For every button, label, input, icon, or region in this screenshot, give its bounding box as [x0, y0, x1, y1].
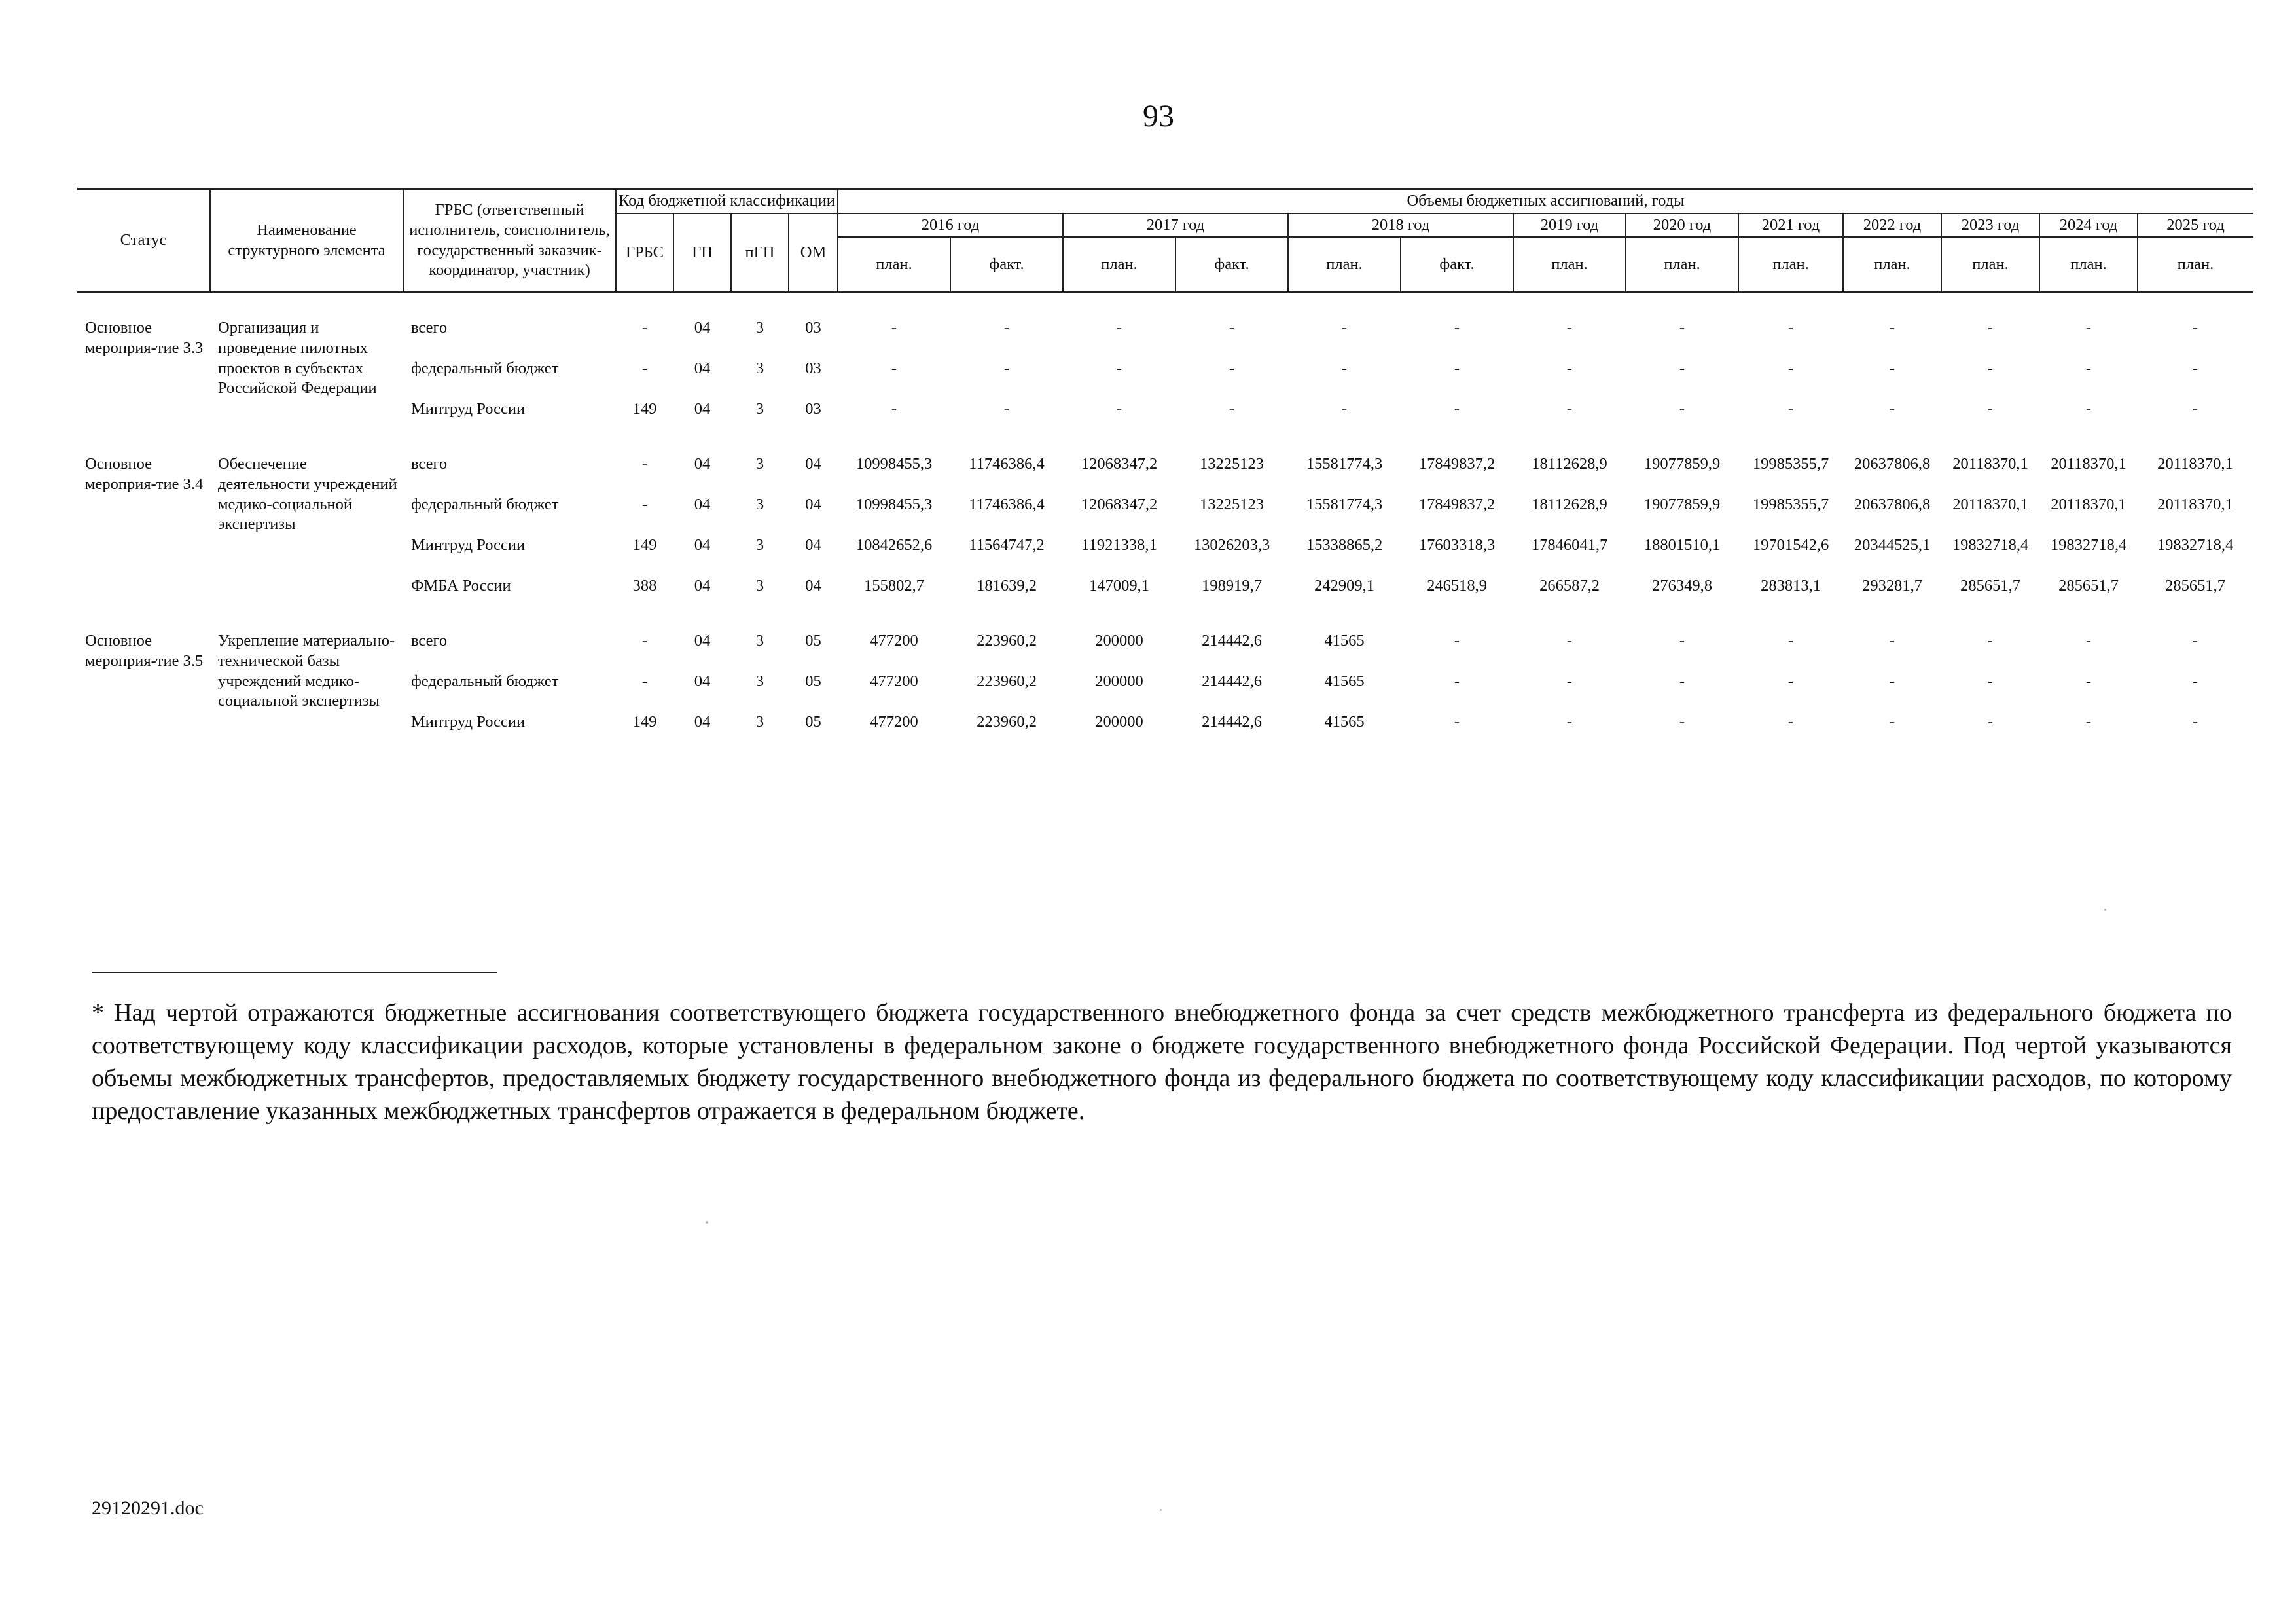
row-code: 04	[694, 577, 711, 595]
row-value: 10842652,6	[855, 536, 933, 555]
budget-table	[77, 188, 2253, 742]
table-row	[77, 661, 2253, 702]
row-value: 477200	[870, 713, 918, 731]
table-row	[77, 444, 2253, 484]
row-code: 03	[805, 319, 821, 337]
footnote-separator	[92, 972, 497, 973]
row-value: -	[1003, 319, 1010, 337]
row-value: 20637806,8	[1854, 496, 1931, 514]
row-value: 147009,1	[1089, 577, 1149, 595]
row-value: 223960,2	[977, 713, 1037, 731]
row-code: 149	[632, 713, 657, 731]
row-code: 04	[694, 455, 711, 473]
row-value: 477200	[870, 632, 918, 650]
row-value: 11746386,4	[969, 455, 1045, 473]
row-code: 05	[805, 632, 821, 650]
row-value: -	[1566, 632, 1573, 650]
header-sub-plan: план.	[2039, 237, 2138, 293]
header-year: 2021 год	[1738, 213, 1843, 238]
row-value: -	[1566, 359, 1573, 378]
row-code: 3	[755, 632, 764, 650]
header-code-pgp: пГП	[731, 213, 789, 293]
row-value: 20637806,8	[1854, 455, 1931, 473]
row-value: 477200	[870, 672, 918, 691]
row-value: 19832718,4	[2050, 536, 2127, 555]
row-value: -	[2085, 400, 2092, 418]
row-value: -	[1679, 359, 1685, 378]
row-code: -	[641, 359, 648, 378]
row-value: 214442,6	[1202, 632, 1262, 650]
row-value: 15338865,2	[1306, 536, 1383, 555]
row-code: -	[641, 672, 648, 691]
row-status: Основное мероприя-тие 3.3	[85, 319, 204, 357]
row-value: -	[1566, 319, 1573, 337]
row-value: -	[2085, 359, 2092, 378]
row-value: 12068347,2	[1081, 455, 1158, 473]
row-code: 03	[805, 400, 821, 418]
row-element-name: Укрепление материально-технической базы учреждений медико-социальной экспертизы	[218, 632, 395, 710]
table-row	[77, 702, 2253, 742]
row-value: -	[2085, 713, 2092, 731]
row-value: -	[1889, 359, 1895, 378]
row-value: 223960,2	[977, 632, 1037, 650]
row-value: 19832718,4	[2157, 536, 2234, 555]
row-grbs: Минтруд России	[411, 713, 526, 731]
row-value: -	[1454, 713, 1460, 731]
row-value: 19985355,7	[1752, 455, 1829, 473]
header-sub-fact: факт.	[1401, 237, 1513, 293]
row-value: 17603318,3	[1418, 536, 1496, 555]
row-code: 04	[694, 672, 711, 691]
row-value: 266587,2	[1539, 577, 1600, 595]
row-code: 04	[805, 536, 821, 555]
row-value: -	[1566, 672, 1573, 691]
row-value: -	[891, 319, 897, 337]
row-value: 41565	[1324, 713, 1365, 731]
row-value: 15581774,3	[1306, 496, 1383, 514]
header-sub-fact: факт.	[950, 237, 1063, 293]
row-value: -	[1454, 672, 1460, 691]
row-value: -	[1454, 632, 1460, 650]
row-value: -	[1889, 713, 1895, 731]
header-year: 2018 год	[1288, 213, 1513, 238]
row-grbs: Минтруд России	[411, 536, 526, 555]
row-value: 19701542,6	[1752, 536, 1829, 555]
row-value: 10998455,3	[855, 455, 933, 473]
row-value: -	[1229, 359, 1235, 378]
row-value: -	[1787, 713, 1794, 731]
row-value: 18112628,9	[1532, 455, 1607, 473]
row-value: 18112628,9	[1532, 496, 1607, 514]
row-code: 3	[755, 672, 764, 691]
row-code: 3	[755, 359, 764, 378]
header-year: 2020 год	[1626, 213, 1738, 238]
row-grbs: федеральный бюджет	[411, 359, 559, 378]
header-sub-plan: план.	[1843, 237, 1941, 293]
row-value: -	[1454, 359, 1460, 378]
row-value: 19832718,4	[1952, 536, 2029, 555]
row-value: 285651,7	[2058, 577, 2119, 595]
row-value: -	[1679, 713, 1685, 731]
row-value: -	[2192, 632, 2198, 650]
row-code: 3	[755, 496, 764, 514]
row-value: -	[1987, 632, 1994, 650]
row-code: 04	[694, 713, 711, 731]
table-row	[77, 308, 2253, 348]
header-year: 2024 год	[2039, 213, 2138, 238]
table-row	[77, 348, 2253, 389]
row-code: 3	[755, 319, 764, 337]
row-value: 200000	[1095, 632, 1143, 650]
row-value: -	[1454, 319, 1460, 337]
row-value: -	[1566, 713, 1573, 731]
table-row	[77, 621, 2253, 661]
row-value: 246518,9	[1427, 577, 1487, 595]
file-name: 29120291.doc	[92, 1497, 204, 1519]
scan-speck	[1160, 1509, 1162, 1511]
row-value: 214442,6	[1202, 713, 1262, 731]
row-value: 13225123	[1200, 496, 1264, 514]
row-value: -	[1679, 400, 1685, 418]
row-code: 05	[805, 672, 821, 691]
row-code: 04	[805, 455, 821, 473]
row-value: 214442,6	[1202, 672, 1262, 691]
row-value: 276349,8	[1652, 577, 1712, 595]
row-status: Основное мероприя-тие 3.4	[85, 455, 204, 493]
header-code-gp: ГП	[673, 213, 731, 293]
row-value: -	[2192, 359, 2198, 378]
row-value: -	[1341, 319, 1348, 337]
row-code: 04	[805, 496, 821, 514]
row-code: 04	[694, 319, 711, 337]
row-value: -	[1454, 400, 1460, 418]
row-value: 20118370,1	[2157, 455, 2233, 473]
row-code: 149	[632, 536, 657, 555]
row-code: 05	[805, 713, 821, 731]
page-number: 93	[1143, 99, 1174, 134]
row-code: 3	[755, 713, 764, 731]
header-grbs: ГРБС (ответственный исполнитель, соисполнитель, государственный заказчик-координатор, участник)	[403, 189, 616, 293]
scan-speck	[2104, 909, 2106, 911]
header-year: 2022 год	[1843, 213, 1941, 238]
row-code: -	[641, 455, 648, 473]
row-value: -	[2085, 672, 2092, 691]
row-value: 200000	[1095, 672, 1143, 691]
row-value: 155802,7	[864, 577, 924, 595]
row-value: -	[1987, 359, 1994, 378]
row-code: -	[641, 496, 648, 514]
row-value: -	[1889, 672, 1895, 691]
row-value: -	[1679, 319, 1685, 337]
row-code: 03	[805, 359, 821, 378]
row-value: 285651,7	[1960, 577, 2020, 595]
header-sub-plan: план.	[2138, 237, 2253, 293]
row-code: 04	[694, 632, 711, 650]
row-value: -	[1987, 713, 1994, 731]
header-volumes: Объемы бюджетных ассигнований, годы	[838, 189, 2253, 213]
header-sub-plan: план.	[1288, 237, 1401, 293]
table-row	[77, 389, 2253, 429]
row-value: 20118370,1	[2157, 496, 2233, 514]
row-value: 19985355,7	[1752, 496, 1829, 514]
row-code: 04	[694, 496, 711, 514]
row-code: 3	[755, 577, 764, 595]
row-value: 10998455,3	[855, 496, 933, 514]
row-value: -	[1987, 319, 1994, 337]
row-code: 149	[632, 400, 657, 418]
row-grbs: Минтруд России	[411, 400, 526, 418]
row-value: 17849837,2	[1418, 496, 1496, 514]
row-element-name: Обеспечение деятельности учреждений медико-социальной экспертизы	[218, 455, 397, 534]
row-value: 181639,2	[977, 577, 1037, 595]
row-value: 41565	[1324, 632, 1365, 650]
header-sub-plan: план.	[1513, 237, 1626, 293]
row-value: -	[1987, 400, 1994, 418]
header-sub-plan: план.	[838, 237, 950, 293]
scan-speck	[706, 1221, 708, 1224]
header-year: 2016 год	[838, 213, 1063, 238]
header-sub-plan: план.	[1738, 237, 1843, 293]
row-code: 3	[755, 455, 764, 473]
row-grbs: всего	[411, 632, 448, 650]
row-value: -	[1787, 359, 1794, 378]
row-value: 20118370,1	[2051, 455, 2126, 473]
row-value: 293281,7	[1862, 577, 1922, 595]
row-value: 285651,7	[2165, 577, 2225, 595]
row-value: 11921338,1	[1081, 536, 1157, 555]
row-value: 198919,7	[1202, 577, 1262, 595]
row-value: -	[1003, 400, 1010, 418]
row-value: -	[2192, 713, 2198, 731]
row-value: 283813,1	[1761, 577, 1821, 595]
row-status: Основное мероприя-тие 3.5	[85, 632, 204, 670]
row-element-name: Организация и проведение пилотных проектов в субъектах Российской Федерации	[218, 319, 377, 397]
row-value: -	[1003, 359, 1010, 378]
row-value: -	[1787, 400, 1794, 418]
row-value: -	[1341, 400, 1348, 418]
row-value: 13026203,3	[1193, 536, 1270, 555]
row-value: -	[1566, 400, 1573, 418]
header-name: Наименование структурного элемента	[210, 189, 403, 293]
row-code: 04	[694, 359, 711, 378]
table-row	[77, 525, 2253, 566]
row-value: -	[1229, 400, 1235, 418]
header-year: 2019 год	[1513, 213, 1626, 238]
row-value: 20344525,1	[1854, 536, 1931, 555]
header-sub-fact: факт.	[1175, 237, 1288, 293]
row-value: -	[1889, 400, 1895, 418]
header-year: 2023 год	[1941, 213, 2039, 238]
row-value: 18801510,1	[1643, 536, 1721, 555]
row-value: 15581774,3	[1306, 455, 1383, 473]
row-value: 223960,2	[977, 672, 1037, 691]
row-value: 13225123	[1200, 455, 1264, 473]
row-value: 17849837,2	[1418, 455, 1496, 473]
table-row	[77, 484, 2253, 525]
header-sub-plan: план.	[1063, 237, 1175, 293]
row-value: 20118370,1	[1952, 455, 2028, 473]
row-grbs: ФМБА России	[411, 577, 511, 595]
row-grbs: всего	[411, 455, 448, 473]
row-value: -	[1787, 632, 1794, 650]
row-value: 200000	[1095, 713, 1143, 731]
row-code: -	[641, 632, 648, 650]
row-value: 17846041,7	[1531, 536, 1608, 555]
row-grbs: федеральный бюджет	[411, 672, 559, 691]
row-value: -	[891, 400, 897, 418]
row-value: -	[2192, 319, 2198, 337]
row-value: -	[1679, 632, 1685, 650]
row-value: 12068347,2	[1081, 496, 1158, 514]
row-code: 388	[632, 577, 657, 595]
header-code-grbs: ГРБС	[616, 213, 673, 293]
row-value: 11746386,4	[969, 496, 1045, 514]
row-code: 04	[694, 400, 711, 418]
row-code: 3	[755, 400, 764, 418]
header-code-om: ОМ	[789, 213, 838, 293]
row-code: 04	[805, 577, 821, 595]
row-value: -	[1679, 672, 1685, 691]
row-value: -	[1987, 672, 1994, 691]
row-grbs: федеральный бюджет	[411, 496, 559, 514]
row-value: 19077859,9	[1643, 496, 1721, 514]
header-status: Статус	[77, 189, 210, 293]
row-value: 20118370,1	[2051, 496, 2126, 514]
row-value: -	[1116, 319, 1122, 337]
row-value: -	[2085, 632, 2092, 650]
table-row	[77, 566, 2253, 606]
row-grbs: всего	[411, 319, 448, 337]
row-code: -	[641, 319, 648, 337]
row-value: 11564747,2	[969, 536, 1045, 555]
row-value: -	[2192, 672, 2198, 691]
header-sub-plan: план.	[1626, 237, 1738, 293]
row-value: -	[1116, 359, 1122, 378]
footnote: * Над чертой отражаются бюджетные ассигнования соответствующего бюджета государственного внебюджетного фонда за счет средств межбюджетного трансферта из федерального бюджета по соответствующему коду классификации расходов, которые установлены в федеральном законе о бюджете государственного внебюджетного фонда Российской Федерации. Под чертой указываются объемы межбюджетных трансфертов, предоставляемых бюджету государственного внебюджетного фонда из федерального бюджета по соответствующему коду классификации расходов, по которому предоставление указанных межбюджетных трансфертов отражается в федеральном бюджете.	[92, 999, 2232, 1125]
row-value: -	[1341, 359, 1348, 378]
row-code: 04	[694, 536, 711, 555]
row-value: -	[1787, 319, 1794, 337]
header-year: 2025 год	[2138, 213, 2253, 238]
header-budget-code: Код бюджетной классификации	[616, 189, 838, 213]
row-value: -	[2192, 400, 2198, 418]
row-value: -	[2085, 319, 2092, 337]
row-value: -	[1889, 632, 1895, 650]
row-value: -	[1787, 672, 1794, 691]
row-value: 41565	[1324, 672, 1365, 691]
row-value: -	[1229, 319, 1235, 337]
row-value: 242909,1	[1314, 577, 1374, 595]
row-code: 3	[755, 536, 764, 555]
header-sub-plan: план.	[1941, 237, 2039, 293]
row-value: -	[1116, 400, 1122, 418]
row-value: -	[891, 359, 897, 378]
row-value: -	[1889, 319, 1895, 337]
header-year: 2017 год	[1063, 213, 1288, 238]
row-value: 20118370,1	[1952, 496, 2028, 514]
row-value: 19077859,9	[1643, 455, 1721, 473]
